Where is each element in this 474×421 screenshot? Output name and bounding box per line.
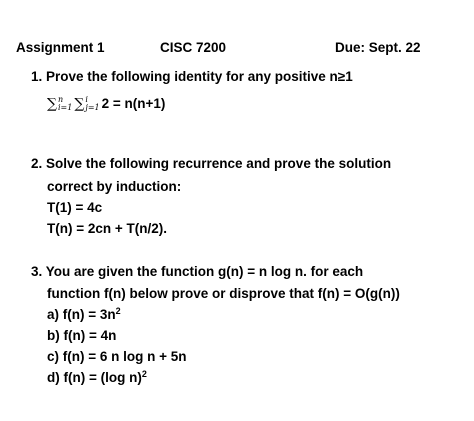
sum-inner-upper: i [85,95,88,105]
formula-rest: 2 = n(n+1) [101,96,166,111]
sum-outer-lower: i=1 [58,103,73,113]
sum-symbol-outer: ∑ [47,96,57,112]
part-c: c) f(n) = 6 n log n + 5n [47,349,187,364]
sum-inner-lower: j=1 [85,103,100,113]
part-d-text: d) f(n) = (log n) [47,370,142,385]
question-3-line-1: 3. You are given the function g(n) = n log n. for each [31,264,364,279]
question-1-formula [47,96,165,112]
recurrence-base: T(1) = 4c [47,200,103,215]
document-header [0,40,474,58]
recurrence-step: T(n) = 2cn + T(n/2). [47,221,168,236]
question-3-line-2: function f(n) below prove or disprove that f(n) = O(g(n)) [47,286,400,301]
due-date: Due: Sept. 22 [335,40,421,55]
sum-symbol-inner: ∑ [74,96,85,112]
question-1-title: 1. Prove the following identity for any positive n≥1 [31,69,353,84]
part-d-exponent: 2 [141,369,147,379]
part-d [47,370,147,385]
assignment-label: Assignment 1 [16,40,105,55]
sum-inner-limits [85,96,99,112]
part-a-text: a) f(n) = 3n [47,307,116,322]
part-b: b) f(n) = 4n [47,328,117,343]
question-2-line-2: correct by induction: [47,179,182,194]
part-a-exponent: 2 [115,306,121,316]
question-2-line-1: 2. Solve the following recurrence and prove the solution [31,156,392,171]
course-code: CISC 7200 [160,40,227,55]
part-a [47,307,121,322]
sum-outer-limits [58,96,72,112]
sum-outer-upper: n [58,95,64,105]
